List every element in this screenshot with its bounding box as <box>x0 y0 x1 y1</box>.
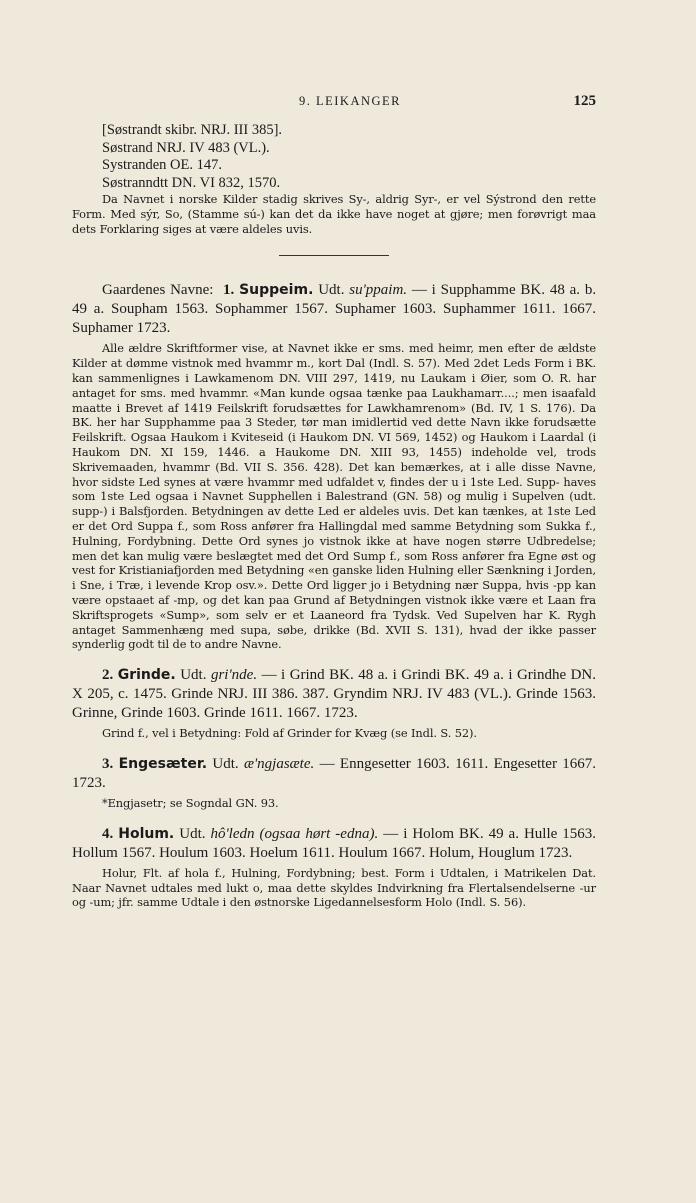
entry-2-note: Grind f., vel i Betydning: Fold af Grinder for Kvæg (se Indl. S. 52). <box>102 726 477 741</box>
pronunciation: su'ppaim. <box>349 282 408 299</box>
entry-number: 3. <box>102 755 114 772</box>
form-line: [Søstrandt skibr. NRJ. III 385]. <box>102 122 283 138</box>
entry-number: 1. <box>223 282 235 299</box>
page-body <box>72 122 596 910</box>
running-head-title: 9. LEIKANGER <box>298 94 401 108</box>
entry-3-note: *Engjasetr; se Sogndal GN. 93. <box>102 795 279 810</box>
entry-3-heading <box>72 755 596 793</box>
page-number: 125 <box>573 93 596 109</box>
form-line: Søstranndtt DN. VI 832, 1570. <box>102 174 281 191</box>
udt-label: Udt. <box>318 282 345 299</box>
entry-number: 4. <box>102 825 114 842</box>
running-head <box>104 94 596 114</box>
entry-4-note: Holur, Flt. af hola f., Hulning, Fordybning; best. Form i Udtalen, i Matrikelen Dat. Naar Navnet udtales med lukt o, maa dette skyldes Indvirkning fra Flertalsendelserne -ur og -um; jfr. samme Udtale i den østnorske Ligedannelsesform Holo (Indl. S. 56). <box>72 865 596 910</box>
pronunciation: æ'ngjasæte. <box>243 755 315 772</box>
historical-forms: — i Grind BK. 48 a. i Grindi BK. 49 a. i Grindhe DN. X 205, c. 1475. Grinde NRJ. III 386. 387. Gryndim NRJ. IV 483 (VL.). Grinde 1563. Grinne, Grinde 1603. Grinde 1611. 1667. 1723. <box>72 667 597 722</box>
entry-intro: Gaardenes Navne: <box>102 282 214 299</box>
udt-label: Udt. <box>179 825 206 842</box>
entry-2-heading <box>72 666 596 723</box>
pronunciation-extra: (ogsaa hørt -edna). <box>259 825 379 842</box>
continued-form-list <box>102 122 596 192</box>
farm-name: Engesæter. <box>118 755 208 772</box>
pronunciation: hô'ledn <box>210 825 255 842</box>
form-line: Søstrand NRJ. IV 483 (VL.). <box>102 139 270 156</box>
farm-name: Holum. <box>118 825 175 842</box>
form-line: Systranden OE. 147. <box>102 157 223 173</box>
udt-label: Udt. <box>212 755 239 772</box>
pronunciation: gri'nde. <box>210 667 258 684</box>
entry-number: 2. <box>102 667 114 684</box>
section-divider <box>279 255 389 256</box>
continued-note: Da Navnet i norske Kilder stadig skrives Sy-, aldrig Syr-, er vel Sýstrond den rette Form. Med sýr, So, (Stamme sú-) kan det da ikke have noget at gjøre; men forøvrigt maa dets Forklaring siges at være aldeles uvis. <box>72 192 596 236</box>
entry-1-heading <box>72 281 596 338</box>
farm-name: Grinde. <box>117 667 176 684</box>
farm-name: Suppeim. <box>239 282 314 299</box>
udt-label: Udt. <box>180 667 207 684</box>
entry-1-note: Alle ældre Skriftformer vise, at Navnet ikke er sms. med heimr, men efter de ældste Kilder at dømme vistnok med hvammr m., kort Dal (Indl. S. 57). Med 2det Leds Form i BK. kan sammenlignes i Lawkamenom DN. VIII 297, 1419, nu Laukam i Øier, som O. R. har antaget for sms. med hvammr. «Man kunde ogsaa tænke paa Laukhamarr....; men isaafald maatte i Brevet af 1419 Feilskrift forudsættes for Lawkhamrenom» (Bd. IV, 1 S. 176). Da BK. her har Supphamme paa 3 Steder, tør man imidlertid ved dette Navn ikke forudsætte Feilskrift. Ogsaa Haukom i Kviteseid (i Haukom DN. VI 569, 1452) og Haukom i Laardal (i Haukom DN. XI 159, 1446. a Haukome DN. XIII 93, 1455) indeholde vel, trods Skrivemaaden, hvammr (Bd. VII S. 356. 428). Det kan bemærkes, at i alle disse Navne, hvor sidste Led synes at være hvammr med udfaldet v, findes der u i 1ste Led. Supp- haves som 1ste Led ogsaa i Navnet Supphellen i Balestrand (GN. 58) og mulig i Supelven (udt. supp-) i Balsfjorden. Betydningen av dette Led er aldeles uvis. Det kan tænkes, at 1ste Led er det Ord Suppa f., som Ross anfører fra Hallingdal med samme Betydning som Sukka f., Hulning, Fordybning. Dette Ord synes jo vistnok ikke at have nogen større Udbredelse; men det kan mulig være beslægtet med det Ord Sump f., som Ross anfører fra Egne øst og vest for Kristianiafjorden med Betydning «en ganske liden Hulning eller Sænkning i Jorden, i Sne, i Træ, i levende Krop osv.». Dette Ord ligger jo i Betydning nær Suppa, hvis -pp kan være opstaaet af -mp, og det kan paa Grund af Betydningen vistnok ikke være et Laan fra Skriftsprogets «Sump», som selv er et Laaneord fra Tydsk. Ved Supelven har K. Rygh antaget Sammenhæng med supa, søbe, drikke (Bd. XVII S. 131), hvad der ikke passer synderlig godt til de to andre Navne. <box>72 341 596 652</box>
historical-forms: — Enngesetter 1603. 1611. Engesetter 1667. 1723. <box>72 755 597 791</box>
historical-forms: — i Holom BK. 49 a. Hulle 1563. Hollum 1567. Houlum 1603. Hoelum 1611. Houlum 1667. Holum, Houglum 1723. <box>72 825 596 861</box>
entry-4-heading <box>72 825 596 863</box>
historical-forms: — i Supphamme BK. 48 a. b. 49 a. Soupham 1563. Sophammer 1567. Suphamer 1603. Suphammer 1611. 1667. Suphamer 1723. <box>72 282 597 337</box>
